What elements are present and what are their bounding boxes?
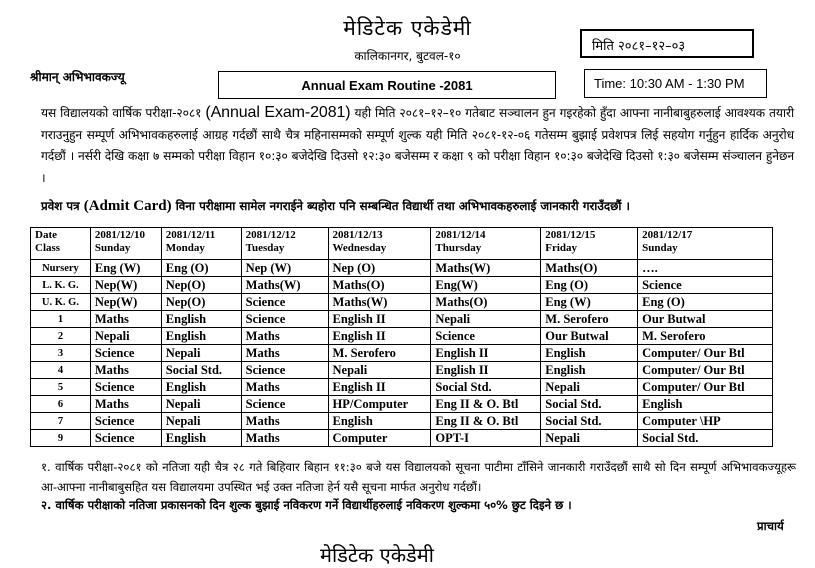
class-cell: 4 [31,362,91,379]
principal-signature: प्राचार्य [757,519,784,533]
admit-card-notice [41,198,801,215]
subject-cell: Nepali [161,345,241,362]
table-row [31,277,773,294]
subject-cell: Maths(O) [541,260,638,277]
subject-cell: Nep (W) [241,260,328,277]
class-cell: 5 [31,379,91,396]
subject-cell: Eng (O) [638,294,773,311]
subject-cell: Science [638,277,773,294]
subject-cell: Nepali [328,362,431,379]
subject-cell: English II [431,345,541,362]
date-box: मिति २०८१–१२–०३ [580,29,754,58]
subject-cell: English [328,413,431,430]
subject-cell: Nep (O) [328,260,431,277]
exam-date: 2081/12/12 [245,229,296,241]
subject-cell: Maths [90,362,161,379]
note-result-date: १. वार्षिक परीक्षा-२०८१ को नतिजा यही चैत्र २८ गते बिहिवार बिहान ११:३० बजे यस विद्यालयको सूचना पाटीमा टाँसिने जानकारी गराउँदछौं साथै सो दिन सम्पूर्ण अभिभावकज्यूहरू आ-आफ्ना नानीबाबुसहित यस विद्यालयमा उपस्थित भई उक्त नतिजा हेर्न यसै सूचना मार्फत अनुरोध गर्दछौं। [41,460,796,494]
subject-cell: Maths [241,413,328,430]
subject-cell: Nep(O) [161,294,241,311]
notice-text-start: यस विद्यालयको वार्षिक परीक्षा-२०८१ [41,106,206,120]
exam-day: Thursday [435,242,482,254]
subject-cell: Maths [90,311,161,328]
subject-cell: Science [90,379,161,396]
exam-date: 2081/12/17 [642,229,693,241]
table-row [31,413,773,430]
subject-cell: Social Std. [541,396,638,413]
class-cell: 7 [31,413,91,430]
subject-cell: Nepali [431,311,541,328]
note-renewal-discount: २. वार्षिक परीक्षाको नतिजा प्रकासनको दिन शुल्क बुझाई नविकरण गर्ने विद्यार्थीहरुलाई नविकरण शुल्कमा ५०% छुट दिइने छ । [41,498,572,512]
class-cell: Nursery [31,260,91,277]
subject-cell: English [541,362,638,379]
subject-cell: Computer [328,430,431,447]
date-header [328,228,431,260]
subject-cell: Computer/ Our Btl [638,379,773,396]
table-header-row [31,228,773,260]
subject-cell: Nepali [541,379,638,396]
subject-cell: Social Std. [638,430,773,447]
subject-cell: Nep(O) [161,277,241,294]
subject-cell: Science [241,396,328,413]
class-cell: 9 [31,430,91,447]
routine-title: Annual Exam Routine -2081 [218,71,556,99]
subject-cell: Nepali [161,413,241,430]
school-name: मेडिटेक एकेडेमी [343,16,472,40]
subject-cell: Nep(W) [90,294,161,311]
subject-cell: Maths [241,430,328,447]
admit-label: प्रवेश पत्र [41,199,84,213]
exam-day: Wednesday [332,242,387,254]
notice-english-label: (Annual Exam-2081) [205,104,351,121]
class-cell: L. K. G. [31,277,91,294]
subject-cell: Maths(W) [241,277,328,294]
exam-date: 2081/12/15 [545,229,596,241]
date-header [638,228,773,260]
subject-cell: Nepali [161,396,241,413]
exam-date: 2081/12/13 [332,229,383,241]
subject-cell: Nep(W) [90,277,161,294]
subject-cell: Maths(W) [431,260,541,277]
subject-cell: Our Butwal [638,311,773,328]
subject-cell: English II [328,379,431,396]
cut-off-heading: मेडिटेक एकेडेमी [320,543,434,567]
subject-cell: Our Butwal [541,328,638,345]
subject-cell: Computer \HP [638,413,773,430]
subject-cell: Science [241,362,328,379]
subject-cell: English [161,311,241,328]
subject-cell: Eng (O) [161,260,241,277]
table-row [31,345,773,362]
subject-cell: English [161,430,241,447]
time-box: Time: 10:30 AM - 1:30 PM [584,69,767,98]
exam-day: Monday [165,242,205,254]
subject-cell: Science [90,413,161,430]
exam-date: 2081/12/11 [165,229,216,241]
date-header [90,228,161,260]
table-row [31,260,773,277]
subject-cell: English II [328,328,431,345]
exam-day: Tuesday [245,242,285,254]
subject-cell: Science [431,328,541,345]
subject-cell: Maths [241,345,328,362]
subject-cell: Eng II & O. Btl [431,396,541,413]
exam-day: Friday [545,242,578,254]
exam-day: Sunday [94,242,131,254]
notice-paragraph [41,102,794,189]
subject-cell: Science [241,294,328,311]
admit-text: विना परीक्षामा सामेल नगराईने ब्यहोरा पनि सम्बन्धित विद्यार्थी तथा अभिभावकहरुलाई जानकारी गराउँदछौं । [171,199,630,213]
subject-cell: Eng II & O. Btl [431,413,541,430]
subject-cell: Maths(O) [328,277,431,294]
notice-text-rest: यही मिति २०८१–१२–१० गतेबाट सञ्चालन हुन गइरहेको हुँदा आफ्ना नानीबाबुहरुलाई आवश्यक तयारी गराउनुहुन सम्पूर्ण अभिभावकहरुलाई आग्रह गर्दछौं साथै चैत्र महिनासम्मको सम्पूर्ण शुल्क यही मिति २०८१-१२-०६ गतेसम्म बुझाई प्रवेशपत्र लिई सहयोग गर्नुहुन हार्दिक अनुरोध गर्दछौं । नर्सरी देखि कक्षा ७ सम्मको परीक्षा विहान १०:३० बजेदेखि दिउसो १२:३० बजेसम्म र कक्षा ९ को परीक्षा विहान १०:३० बजेदेखि दिउसो १:३० बजेसम्म संञ्चालन हुनेछन । [41,106,794,185]
subject-cell: Eng (O) [541,277,638,294]
exam-day: Sunday [642,242,678,254]
class-cell: 2 [31,328,91,345]
class-cell: 6 [31,396,91,413]
subject-cell: Social Std. [431,379,541,396]
subject-cell: English [161,379,241,396]
exam-date: 2081/12/10 [94,229,145,241]
subject-cell: Maths(W) [328,294,431,311]
subject-cell: English [638,396,773,413]
exam-routine-table [30,227,773,447]
admit-english-label: (Admit Card) [83,198,172,214]
subject-cell: HP/Computer [328,396,431,413]
date-header [431,228,541,260]
subject-cell: Computer/ Our Btl [638,362,773,379]
subject-cell: M. Serofero [328,345,431,362]
table-row [31,294,773,311]
subject-cell: Maths(O) [431,294,541,311]
salutation: श्रीमान् अभिभावकज्यू [30,70,125,84]
subject-cell: …. [638,260,773,277]
subject-cell: Eng (W) [90,260,161,277]
date-class-corner [31,228,91,260]
subject-cell: Eng (W) [541,294,638,311]
subject-cell: Maths [90,396,161,413]
subject-cell: Science [241,311,328,328]
subject-cell: Nepali [90,328,161,345]
subject-cell: English II [328,311,431,328]
class-cell: 3 [31,345,91,362]
table-row [31,396,773,413]
class-cell: U. K. G. [31,294,91,311]
subject-cell: OPT-I [431,430,541,447]
table-row [31,379,773,396]
subject-cell: Maths [241,379,328,396]
table-row [31,430,773,447]
subject-cell: M. Serofero [638,328,773,345]
subject-cell: Eng(W) [431,277,541,294]
subject-cell: Maths [241,328,328,345]
subject-cell: English II [431,362,541,379]
table-row [31,362,773,379]
table-row [31,328,773,345]
subject-cell: English [541,345,638,362]
corner-class-label: Class [35,242,61,254]
subject-cell: Social Std. [541,413,638,430]
exam-date: 2081/12/14 [435,229,486,241]
subject-cell: Computer/ Our Btl [638,345,773,362]
corner-date-label: Date [35,229,57,241]
date-header [161,228,241,260]
school-address: कालिकानगर, बुटवल-१० [354,49,461,63]
subject-cell: English [161,328,241,345]
table-row [31,311,773,328]
date-header [541,228,638,260]
class-cell: 1 [31,311,91,328]
subject-cell: Social Std. [161,362,241,379]
subject-cell: Science [90,430,161,447]
subject-cell: Nepali [541,430,638,447]
date-header [241,228,328,260]
subject-cell: Science [90,345,161,362]
subject-cell: M. Serofero [541,311,638,328]
